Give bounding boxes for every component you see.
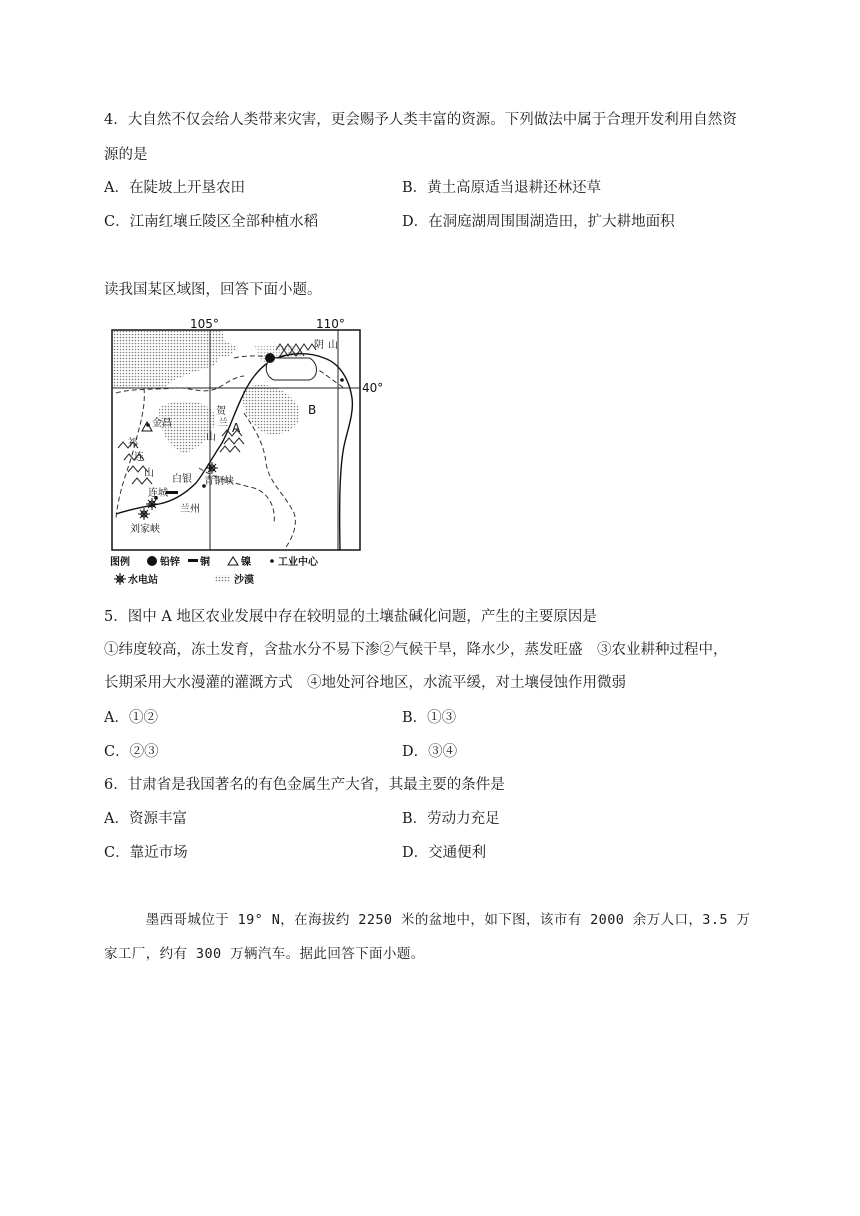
legend-nickel: 镍 — [241, 557, 251, 568]
label-yinshan-1: 阴 — [314, 340, 324, 351]
lat-40-label: 40° — [362, 381, 384, 395]
legend-nickel-symbol — [228, 557, 238, 565]
label-qingtongxia: 青铜峡 — [204, 476, 234, 487]
label-qilian-1: 祁 — [128, 438, 138, 449]
q5-option-c: C．②③ — [104, 744, 159, 760]
label-qilian-3: 山 — [144, 468, 154, 479]
jinchang-dot — [146, 423, 150, 427]
mexico-passage-line2: 家工厂，约有 300 万辆汽车。据此回答下面小题。 — [104, 946, 425, 962]
industry-dot-east — [340, 378, 344, 382]
q4-stem-line2: 源的是 — [104, 147, 148, 163]
q6-option-d: D．交通便利 — [402, 845, 487, 861]
legend-lead-zinc-symbol — [147, 556, 157, 566]
legend-industry: 工业中心 — [278, 557, 318, 568]
legend-title: 图例 — [110, 557, 130, 568]
lead-zinc-symbol — [265, 353, 275, 363]
nickel-symbol — [142, 422, 152, 431]
legend-industry-symbol — [270, 559, 274, 563]
q5-option-a: A．①② — [104, 710, 158, 726]
legend-hydro: 水电站 — [128, 575, 158, 586]
mexico-passage-line1: 墨西哥城位于 19° N，在海拔约 2250 米的盆地中，如下图，该市有 2000 余万人口，3.5 万 — [104, 912, 751, 928]
label-helan-3: 山 — [206, 432, 216, 443]
q5-items-line2: 长期采用大水漫灌的灌溉方式 ④地处河谷地区，水流平缓，对土壤侵蚀作用微弱 — [104, 675, 626, 691]
q6-option-a: A．资源丰富 — [104, 811, 187, 827]
label-qilian-2: 连 — [134, 452, 144, 463]
label-helan-1: 贺 — [216, 406, 226, 417]
q4-option-b: B．黄土高原适当退耕还林还草 — [402, 180, 602, 196]
legend-copper: 铜 — [200, 557, 210, 568]
q5-stem: 5．图中 A 地区农业发展中存在较明显的土壤盐碱化问题，产生的主要原因是 — [104, 609, 597, 625]
q6-option-b: B．劳动力充足 — [402, 811, 500, 827]
legend-desert: 沙漠 — [234, 575, 254, 586]
legend-hydro-symbol — [114, 573, 126, 585]
regional-map — [104, 317, 384, 590]
label-liujiaxia: 刘家峡 — [130, 524, 160, 535]
label-a: A — [232, 421, 241, 435]
q4-stem-line1: 4．大自然不仅会给人类带来灾害，更会赐予人类丰富的资源。下列做法中属于合理开发利用自然资 — [104, 112, 737, 128]
map-intro: 读我国某区域图，回答下面小题。 — [104, 282, 322, 298]
q5-option-b: B．①③ — [402, 710, 457, 726]
legend-copper-symbol — [188, 559, 198, 562]
label-b: B — [308, 403, 317, 417]
map-legend — [110, 555, 319, 586]
legend-lead-zinc: 铅锌 — [160, 557, 180, 568]
lon-105-label: 105° — [190, 317, 219, 331]
q4-option-d: D．在洞庭湖周围围湖造田，扩大耕地面积 — [402, 214, 675, 230]
q4-option-a: A．在陡坡上开垦农田 — [104, 180, 245, 196]
legend-desert-symbol — [214, 575, 230, 583]
label-helan-2: 兰 — [218, 418, 228, 429]
q6-stem: 6．甘肃省是我国著名的有色金属生产大省，其最主要的条件是 — [104, 777, 505, 793]
q5-option-d: D．③④ — [402, 744, 458, 760]
label-liancheng: 连城 — [148, 488, 168, 499]
label-yinshan-2: 山 — [328, 340, 338, 351]
label-lanzhou: 兰州 — [180, 504, 200, 515]
q4-option-c: C．江南红壤丘陵区全部种植水稻 — [104, 214, 319, 230]
q6-option-c: C．靠近市场 — [104, 845, 188, 861]
hetao-area — [266, 358, 316, 380]
label-jinchang: 金昌 — [152, 418, 172, 429]
label-baiyin: 白银 — [172, 474, 192, 485]
q5-items-line1: ①纬度较高，冻土发育，含盐水分不易下渗②气候干旱，降水少，蒸发旺盛 ③农业耕种过程中， — [104, 642, 728, 658]
lon-110-label: 110° — [316, 317, 345, 331]
